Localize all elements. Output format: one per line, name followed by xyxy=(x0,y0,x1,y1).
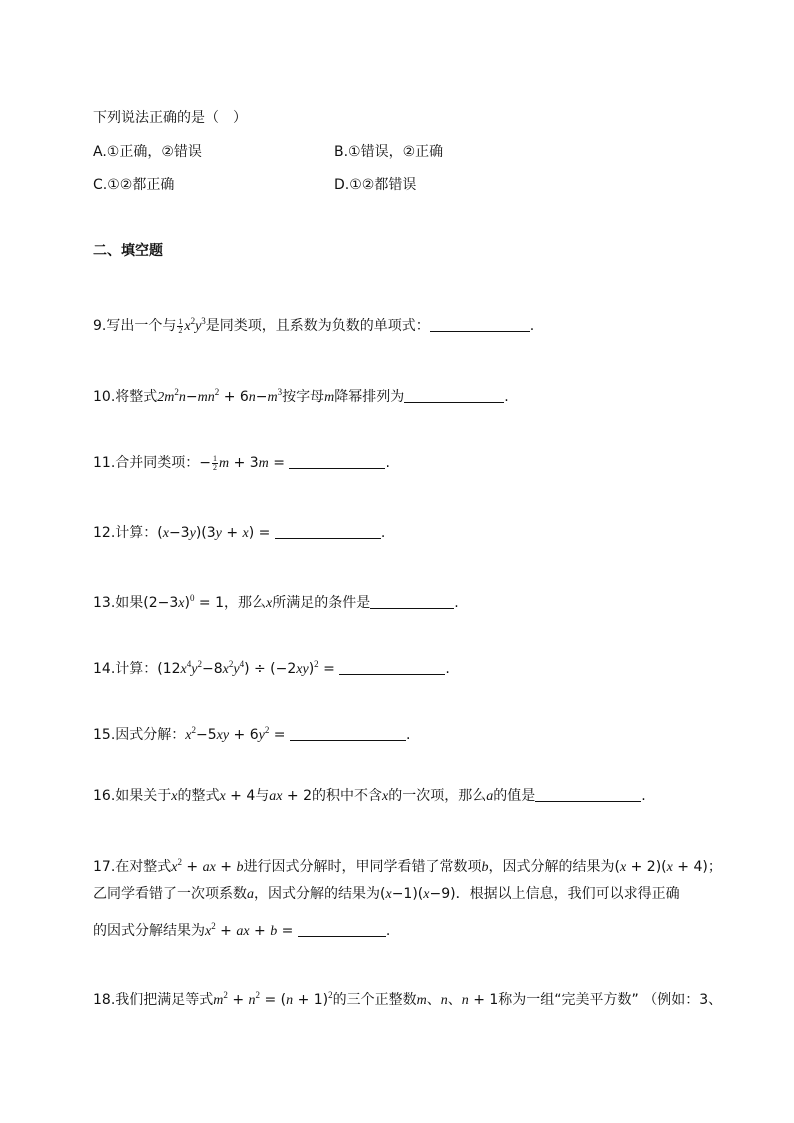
q15-end: . xyxy=(405,727,411,743)
q17-answer-blank[interactable] xyxy=(298,921,386,937)
q16-number: 16. xyxy=(93,788,116,804)
q10-number: 10. xyxy=(93,389,116,405)
q15-answer-blank[interactable] xyxy=(290,725,406,741)
q17-number: 17. xyxy=(93,859,116,875)
q11-answer-blank[interactable] xyxy=(289,453,385,469)
q12-number: 12. xyxy=(93,525,116,541)
q13-var: x xyxy=(266,596,273,611)
q13-number: 13. xyxy=(93,595,116,611)
q18-number: 18. xyxy=(93,992,116,1008)
q16-var-2: x xyxy=(382,789,389,804)
q14-end: . xyxy=(445,661,450,677)
question-15: 15.因式分解：$x^2-5xy + 6y^2$ = . xyxy=(93,725,411,743)
q17-text-6: ，因式分解的结果为 xyxy=(254,886,380,902)
q17-text-5: 乙同学看错了一次项系数 xyxy=(93,886,247,902)
question-12: 12.计算：(x−3y)(3y + x) = . xyxy=(93,525,386,541)
q12-text-1: 计算： xyxy=(115,525,158,541)
q10-text-2: 按字母 xyxy=(282,389,325,405)
q17-text-7: ．根据以上信息，我们可以求得正确 xyxy=(455,886,680,902)
question-10: 10.将整式$2m^2n-mn^2 + 6n-m^3$按字母m降幂排列为 . xyxy=(93,387,509,405)
q10-text-3: 降幂排列为 xyxy=(334,389,405,405)
q9-text-1: 写出一个与 xyxy=(106,318,177,334)
q13-answer-blank[interactable] xyxy=(370,593,454,609)
q13-text-2: ，那么 xyxy=(224,595,267,611)
question-9: 9.写出一个与 $\frac{1}{2}$ $x^2y^3$是同类项，且系数为负数的单项式： . xyxy=(93,316,535,335)
q14-number: 14. xyxy=(93,661,116,677)
q13-end: . xyxy=(454,595,459,611)
q16-text-2: 的整式 xyxy=(177,788,220,804)
q16-var-1: x xyxy=(171,789,178,804)
q9-end: . xyxy=(529,318,535,334)
q17-text-2: 进行因式分解时，甲同学看错了常数项 xyxy=(243,859,482,875)
q10-end: . xyxy=(504,389,509,405)
q16-answer-blank[interactable] xyxy=(535,786,641,802)
q10-var: m xyxy=(324,390,335,405)
q17-text-4: ； xyxy=(707,859,722,875)
q17-text-3: ，因式分解的结果为 xyxy=(488,859,615,875)
q13-text-1: 如果 xyxy=(115,595,144,611)
q16-text-1: 如果关于 xyxy=(115,788,172,804)
question-13: 13.如果$(2-3x)^0 = 1$，那么x所满足的条件是 . xyxy=(93,593,459,611)
q9-answer-blank[interactable] xyxy=(430,316,530,332)
q11-text-1: 合并同类项： xyxy=(115,455,200,471)
q17-text-8: 的因式分解结果为 xyxy=(93,923,205,939)
q17-end: . xyxy=(385,923,391,939)
q15-text-1: 因式分解： xyxy=(115,727,186,743)
q8-prompt: 下列说法正确的是（ ） xyxy=(93,110,247,126)
q9-fraction: $\frac{1}{2}$ xyxy=(178,316,183,335)
q14-text-1: 计算： xyxy=(115,661,158,677)
question-17-line-3: 的因式分解结果为$x^2$ + ax + b = . xyxy=(93,921,391,939)
q17-var-b: b xyxy=(481,860,489,875)
q16-var-3: a xyxy=(486,789,494,804)
q15-number: 15. xyxy=(93,727,116,743)
q10-text-1: 将整式 xyxy=(115,389,158,405)
question-16: 16.如果关于x的整式x + 4与ax + 2的积中不含x的一次项，那么a的值是 . xyxy=(93,788,646,804)
q16-text-3: 与 xyxy=(255,788,270,804)
section-title: 二、填空题 xyxy=(93,243,163,259)
q13-text-3: 所满足的条件是 xyxy=(272,595,371,611)
q18-text-3: 称为一组“完美平方数” （例如：3、 xyxy=(498,992,723,1008)
q16-text-6: 的值是 xyxy=(493,788,536,804)
q12-answer-blank[interactable] xyxy=(275,523,381,539)
option-c: C.①②都正确 xyxy=(93,177,175,193)
question-17-line-1: 17.在对整式$x^2$ + ax + b进行因式分解时，甲同学看错了常数项b，因式分解的结果为(x + 2)(x + 4)； xyxy=(93,857,722,875)
option-d: D.①②都错误 xyxy=(334,177,417,193)
q16-end: . xyxy=(641,788,646,804)
q14-answer-blank[interactable] xyxy=(339,659,445,675)
q9-number: 9. xyxy=(93,318,107,334)
q17-var-a: a xyxy=(247,887,254,902)
question-18: 18.我们把满足等式$m^2 + n^2 = (n + 1)^2$的三个正整数m、n、n + 1称为一组“完美平方数” （例如：3、 xyxy=(93,990,723,1008)
q18-text-2: 的三个正整数 xyxy=(332,992,417,1008)
question-17-line-2: 乙同学看错了一次项系数a，因式分解的结果为(x−1)(x−9)．根据以上信息，我们可以求得正确 xyxy=(93,886,680,902)
question-14: 14.计算：$(12x^4y^2-8x^2y^4) \div (-2xy)^2$ = . xyxy=(93,659,450,677)
q12-end: . xyxy=(380,525,386,541)
q16-text-5: 的一次项，那么 xyxy=(388,788,487,804)
q11-end: . xyxy=(385,455,390,471)
q16-text-4: 的积中不含 xyxy=(312,788,383,804)
q18-text-1: 我们把满足等式 xyxy=(115,992,214,1008)
question-11: 11.合并同类项：− $\frac{1}{2}$ m + 3m = . xyxy=(93,453,390,472)
q17-text-1: 在对整式 xyxy=(115,859,172,875)
option-b: B.①错误，②正确 xyxy=(334,144,444,160)
q10-answer-blank[interactable] xyxy=(404,387,504,403)
q9-text-2: 是同类项，且系数为负数的单项式： xyxy=(205,318,430,334)
option-a: A.①正确，②错误 xyxy=(93,144,202,160)
q11-number: 11. xyxy=(93,455,116,471)
